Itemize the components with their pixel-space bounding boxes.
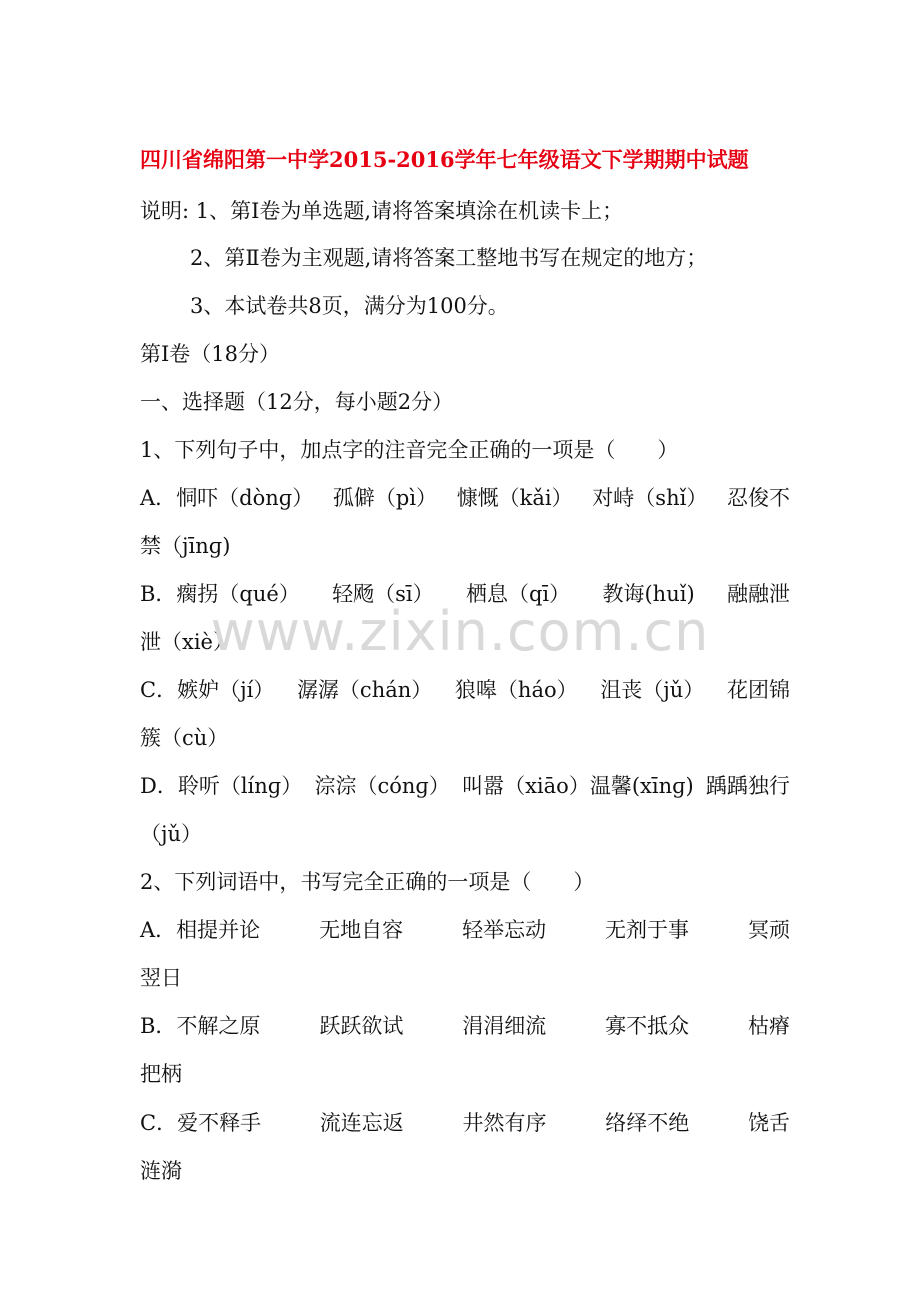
question-1-option-b	[140, 579, 790, 609]
option-item: D．聆听（línɡ）	[140, 774, 303, 798]
question-2-option-b-continued: 把柄	[140, 1062, 182, 1086]
option-item: A．相提并论	[140, 918, 261, 942]
option-item: 无地自容	[319, 918, 404, 942]
option-item: 潺潺（chán）	[296, 678, 433, 702]
question-1-option-a-continued: 禁（jīnɡ)	[140, 534, 231, 558]
option-item: 融融泄	[726, 582, 790, 606]
option-item: A．恫吓（dònɡ）	[140, 486, 314, 510]
question-1-option-c	[140, 675, 790, 705]
document-title: 四川省绵阳第一中学2015-2016学年七年级语文下学期期中试题	[140, 147, 749, 172]
option-item: 冥顽	[747, 918, 790, 942]
option-item: 踽踽独行	[705, 774, 790, 798]
question-1-option-d	[140, 771, 790, 801]
option-item: 井然有序	[462, 1111, 547, 1135]
question-2-option-c	[140, 1108, 790, 1138]
option-item: 慷慨（kǎi）	[456, 486, 573, 510]
option-item: 跃跃欲试	[319, 1014, 404, 1038]
part-heading: 一、选择题（12分，每小题2分）	[140, 390, 454, 414]
option-item: 轻举忘动	[462, 918, 547, 942]
question-2-option-c-continued: 涟漪	[140, 1159, 182, 1183]
question-2-option-a	[140, 915, 790, 945]
question-2-option-b	[140, 1011, 790, 1041]
option-item: 狼嗥（háo）	[454, 678, 578, 702]
option-item: 忍俊不	[726, 486, 790, 510]
option-item: 寡不抵众	[605, 1014, 690, 1038]
option-item: 栖息（qī）	[465, 582, 571, 606]
question-1-option-d-continued: （jǔ）	[140, 822, 203, 846]
option-item: 孤僻（pì）	[332, 486, 438, 510]
option-item: B．不解之原	[140, 1014, 261, 1038]
option-item: 流连忘返	[319, 1111, 404, 1135]
option-item: B．瘸拐（qué）	[140, 582, 300, 606]
option-item: 饶舌	[747, 1111, 790, 1135]
option-item: 涓涓细流	[462, 1014, 547, 1038]
question-2-stem: 2、下列词语中，书写完全正确的一项是（ ）	[140, 870, 595, 894]
option-item: 教诲(huǐ)	[602, 582, 695, 606]
question-1-option-c-continued: 簇（cù）	[140, 726, 229, 750]
option-item: C．爱不释手	[140, 1111, 262, 1135]
section-heading: 第Ⅰ卷（18分）	[140, 342, 281, 366]
instruction-line-2: 2、第Ⅱ卷为主观题,请将答案工整地书写在规定的地方；	[190, 246, 708, 270]
watermark: www.zixin.com.cn	[210, 600, 710, 663]
question-1-option-a	[140, 483, 790, 513]
question-1-stem: 1、下列句子中，加点字的注音完全正确的一项是（ ）	[140, 438, 679, 462]
question-2-option-a-continued: 翌日	[140, 966, 182, 990]
option-item: 轻飏（sī）	[332, 582, 434, 606]
option-item: 对峙（shǐ）	[592, 486, 708, 510]
option-item: 沮丧（jǔ）	[600, 678, 705, 702]
instruction-line-3: 3、本试卷共8页，满分为100分。	[190, 294, 509, 318]
instruction-line-1: 说明: 1、第Ⅰ卷为单选题,请将答案填涂在机读卡上；	[140, 199, 624, 223]
option-item: 花团锦	[726, 678, 790, 702]
option-item: C．嫉妒（jí）	[140, 678, 275, 702]
option-item: 叫嚣（xiāo）温馨(xīnɡ)	[462, 774, 694, 798]
question-1-option-b-continued: 泄（xiè）	[140, 630, 234, 654]
option-item: 淙淙（cónɡ）	[314, 774, 450, 798]
option-item: 无剂于事	[605, 918, 690, 942]
option-item: 枯瘠	[748, 1014, 790, 1038]
option-item: 络绎不绝	[605, 1111, 690, 1135]
